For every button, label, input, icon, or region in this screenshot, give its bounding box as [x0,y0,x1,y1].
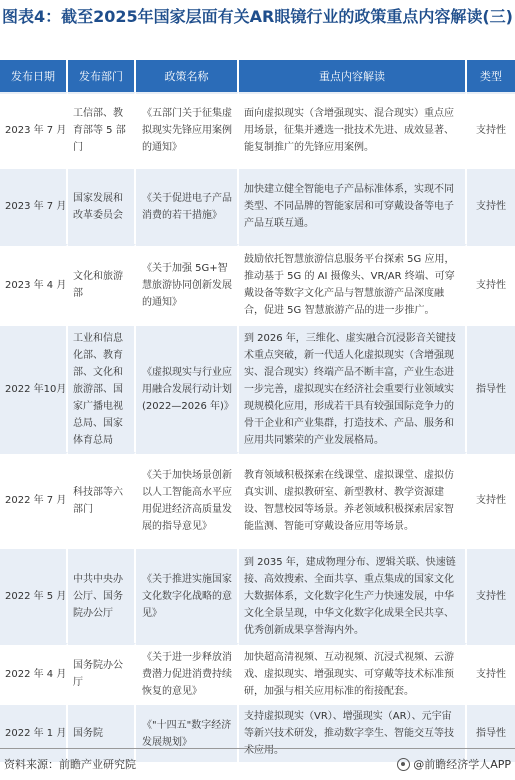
cell-content: 面向虚拟现实（含增强现实、混合现实）重点应用场景，征集并遴选一批技术先进、成效显著、能复制推广的先锋应用案例。 [239,92,467,167]
policy-table-container [0,60,515,762]
cell-type: 支持性 [467,452,515,547]
cell-date: 2023 年 4 月 [0,244,68,324]
cell-dept: 中共中央办公厅、国务院办公厅 [68,547,136,643]
header-policy: 政策名称 [136,60,239,92]
cell-policy: 《关于进一步释放消费潜力促进消费持续恢复的意见》 [136,643,239,703]
cell-dept: 文化和旅游部 [68,244,136,324]
cell-policy: 《关于加快场景创新以人工智能高水平应用促进经济高质量发展的指导意见》 [136,452,239,547]
cell-date: 2023 年 7 月 [0,92,68,167]
cell-dept: 国务院办公厅 [68,643,136,703]
cell-content: 支持虚拟现实（VR）、增强现实（AR）、元宇宙等新兴技术研发，推动数字孪生、智能交互等技术应用。 [239,703,467,762]
brand-attribution [397,756,511,772]
brand-logo-icon [397,758,410,771]
cell-content: 加快建立健全智能电子产品标准体系，实现不同类型、不同品牌的智能家居和可穿戴设备等电子产品互联互通。 [239,167,467,244]
cell-content: 到 2035 年，建成物理分布、逻辑关联、快速链接、高效搜索、全面共享、重点集成的国家文化大数据体系，文化数字化生产力快速发展，中华文化全景呈现，中华文化数字化成果全民共享、优秀创新成果享誉海内外。 [239,547,467,643]
cell-date: 2022 年 4 月 [0,643,68,703]
cell-content: 到 2026 年，三维化、虚实融合沉浸影音关键技术重点突破，新一代适人化虚拟现实（含增强现实、混合现实）终端产品不断丰富，产业生态进一步完善，虚拟现实在经济社会重要行业领域实现规模化应用，形成若干具有较强国际竞争力的骨干企业和产业集群，打造技术、产品、服务和应用共同繁荣的产业发展格局。 [239,324,467,452]
table-row [0,452,515,547]
cell-policy: 《关于促进电子产品消费的若干措施》 [136,167,239,244]
brand-label: @前瞻经济学人APP [413,758,511,771]
cell-content: 加快超高清视频、互动视频、沉浸式视频、云游戏、虚拟现实、增强现实、可穿戴等技术标准预研，加强与相关应用标准的衔接配套。 [239,643,467,703]
cell-dept: 国家发展和改革委员会 [68,167,136,244]
table-row [0,324,515,452]
table-row [0,244,515,324]
table-row [0,92,515,167]
header-type: 类型 [467,60,515,92]
table-row [0,167,515,244]
cell-dept: 工业和信息化部、教育部、文化和旅游部、国家广播电视总局、国家体育总局 [68,324,136,452]
cell-content: 鼓励依托智慧旅游信息服务平台探索 5G 应用，推动基于 5G 的 AI 摄像头、VR/AR 终端、可穿戴设备等数字文化产品与智慧旅游产品深度融合，促进 5G 智慧旅游产品的进一步推广。 [239,244,467,324]
cell-policy: 《关于加强 5G+智慧旅游协同创新发展的通知》 [136,244,239,324]
cell-dept: 工信部、教育部等 5 部门 [68,92,136,167]
source-note: 资料来源：前瞻产业研究院 [4,758,136,771]
header-date: 发布日期 [0,60,68,92]
table-row [0,643,515,703]
header-content: 重点内容解读 [239,60,467,92]
cell-type: 支持性 [467,643,515,703]
cell-policy: 《虚拟现实与行业应用融合发展行动计划(2022—2026 年)》 [136,324,239,452]
cell-type: 指导性 [467,324,515,452]
page-title: 图表4：截至2025年国家层面有关AR眼镜行业的政策重点内容解读(三) [2,7,513,26]
policy-table [0,60,515,762]
cell-date: 2022 年 5 月 [0,547,68,643]
cell-date: 2022 年 7 月 [0,452,68,547]
table-header-row [0,60,515,92]
cell-policy: 《"十四五"数字经济发展规划》 [136,703,239,762]
cell-dept: 国务院 [68,703,136,762]
cell-policy: 《关于推进实施国家文化数字化战略的意见》 [136,547,239,643]
cell-date: 2022 年 1 月 [0,703,68,762]
cell-content: 教育领域积极探索在线课堂、虚拟课堂、虚拟仿真实训、虚拟教研室、新型教材、教学资源建设、智慧校园等场景。养老领域积极探索居家智能监测、智能可穿戴设备应用等场景。 [239,452,467,547]
cell-date: 2022 年10月 [0,324,68,452]
footer [0,748,515,780]
cell-dept: 科技部等六部门 [68,452,136,547]
table-row [0,547,515,643]
header-dept: 发布部门 [68,60,136,92]
cell-date: 2023 年 7 月 [0,167,68,244]
cell-policy: 《五部门关于征集虚拟现实先锋应用案例的通知》 [136,92,239,167]
cell-type: 支持性 [467,244,515,324]
cell-type: 支持性 [467,92,515,167]
cell-type: 支持性 [467,547,515,643]
cell-type: 指导性 [467,703,515,762]
cell-type: 支持性 [467,167,515,244]
